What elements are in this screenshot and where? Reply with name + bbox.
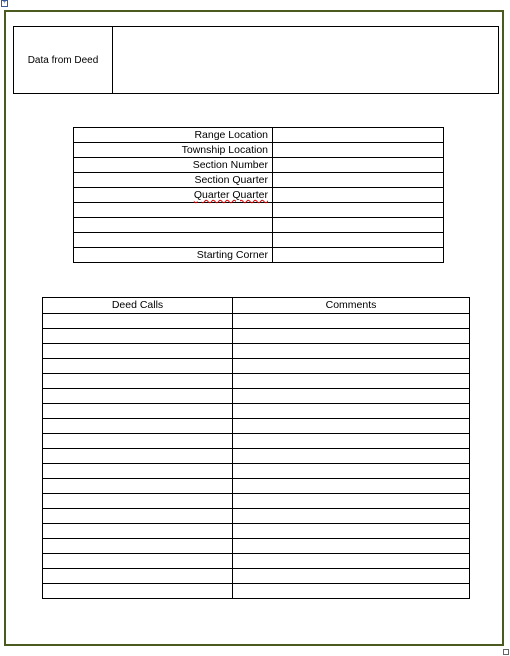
deed-call-cell[interactable] (43, 389, 233, 404)
comment-cell[interactable] (233, 419, 470, 434)
row-label: Starting Corner (74, 248, 273, 263)
deed-call-cell[interactable] (43, 569, 233, 584)
table-row (43, 329, 470, 344)
comment-cell[interactable] (233, 509, 470, 524)
deed-call-cell[interactable] (43, 434, 233, 449)
table-row (74, 203, 444, 218)
table-row (43, 344, 470, 359)
comment-cell[interactable] (233, 314, 470, 329)
deed-call-cell[interactable] (43, 374, 233, 389)
table-row (74, 233, 444, 248)
row-value-cell[interactable] (273, 158, 444, 173)
deed-call-cell[interactable] (43, 509, 233, 524)
row-label: Section Quarter (74, 173, 273, 188)
row-value-cell[interactable] (273, 173, 444, 188)
table-row (43, 464, 470, 479)
table-row (74, 128, 444, 143)
comment-cell[interactable] (233, 539, 470, 554)
deed-call-cell[interactable] (43, 584, 233, 599)
row-value-cell[interactable] (273, 248, 444, 263)
row-label: Township Location (74, 143, 273, 158)
column-header-comments: Comments (233, 298, 470, 314)
deed-call-cell[interactable] (43, 314, 233, 329)
column-header-deed-calls: Deed Calls (43, 298, 233, 314)
deed-call-cell[interactable] (43, 539, 233, 554)
deed-call-cell[interactable] (43, 449, 233, 464)
table-row (74, 173, 444, 188)
table-row (43, 374, 470, 389)
table-row (43, 509, 470, 524)
comment-cell[interactable] (233, 464, 470, 479)
comment-cell[interactable] (233, 329, 470, 344)
table-row (43, 389, 470, 404)
table-row (43, 479, 470, 494)
comment-cell[interactable] (233, 434, 470, 449)
table-row (43, 404, 470, 419)
anchor-icon: + (2, 0, 7, 6)
table-row (43, 524, 470, 539)
deed-call-cell[interactable] (43, 419, 233, 434)
deed-call-cell[interactable] (43, 479, 233, 494)
header-value-field[interactable] (113, 27, 498, 93)
row-label: Section Number (74, 158, 273, 173)
table-row (43, 494, 470, 509)
table-row (74, 188, 444, 203)
row-value-cell[interactable] (273, 218, 444, 233)
table-row (74, 143, 444, 158)
deed-call-cell[interactable] (43, 494, 233, 509)
table-row (43, 569, 470, 584)
table-row (74, 158, 444, 173)
location-table (73, 127, 444, 263)
row-value-cell[interactable] (273, 203, 444, 218)
table-row (43, 539, 470, 554)
table-row (43, 314, 470, 329)
deed-call-cell[interactable] (43, 554, 233, 569)
comment-cell[interactable] (233, 404, 470, 419)
comment-cell[interactable] (233, 344, 470, 359)
deed-call-cell[interactable] (43, 464, 233, 479)
row-label (74, 188, 273, 203)
table-row (43, 359, 470, 374)
deed-call-cell[interactable] (43, 404, 233, 419)
comment-cell[interactable] (233, 494, 470, 509)
row-label (74, 203, 273, 218)
header-label: Data from Deed (14, 27, 113, 93)
row-label: Range Location (74, 128, 273, 143)
table-row (74, 248, 444, 263)
comment-cell[interactable] (233, 449, 470, 464)
table-row (43, 434, 470, 449)
comment-cell[interactable] (233, 554, 470, 569)
table-row (43, 584, 470, 599)
comment-cell[interactable] (233, 524, 470, 539)
row-value-cell[interactable] (273, 188, 444, 203)
deed-call-cell[interactable] (43, 524, 233, 539)
deed-header-box (13, 26, 499, 94)
row-label (74, 218, 273, 233)
comment-cell[interactable] (233, 389, 470, 404)
row-label (74, 233, 273, 248)
table-row (74, 218, 444, 233)
deed-calls-body (43, 314, 470, 599)
comment-cell[interactable] (233, 479, 470, 494)
comment-cell[interactable] (233, 584, 470, 599)
deed-call-cell[interactable] (43, 344, 233, 359)
row-value-cell[interactable] (273, 143, 444, 158)
comment-cell[interactable] (233, 569, 470, 584)
table-row (43, 554, 470, 569)
deed-call-cell[interactable] (43, 329, 233, 344)
comment-cell[interactable] (233, 359, 470, 374)
resize-handle[interactable] (503, 649, 509, 655)
deed-call-cell[interactable] (43, 359, 233, 374)
row-value-cell[interactable] (273, 233, 444, 248)
deed-calls-table (42, 297, 470, 599)
spellcheck-marked-text: Quarter Quarter (193, 189, 268, 201)
row-value-cell[interactable] (273, 128, 444, 143)
comment-cell[interactable] (233, 374, 470, 389)
table-row (43, 419, 470, 434)
table-row (43, 449, 470, 464)
table-header-row (43, 298, 470, 314)
